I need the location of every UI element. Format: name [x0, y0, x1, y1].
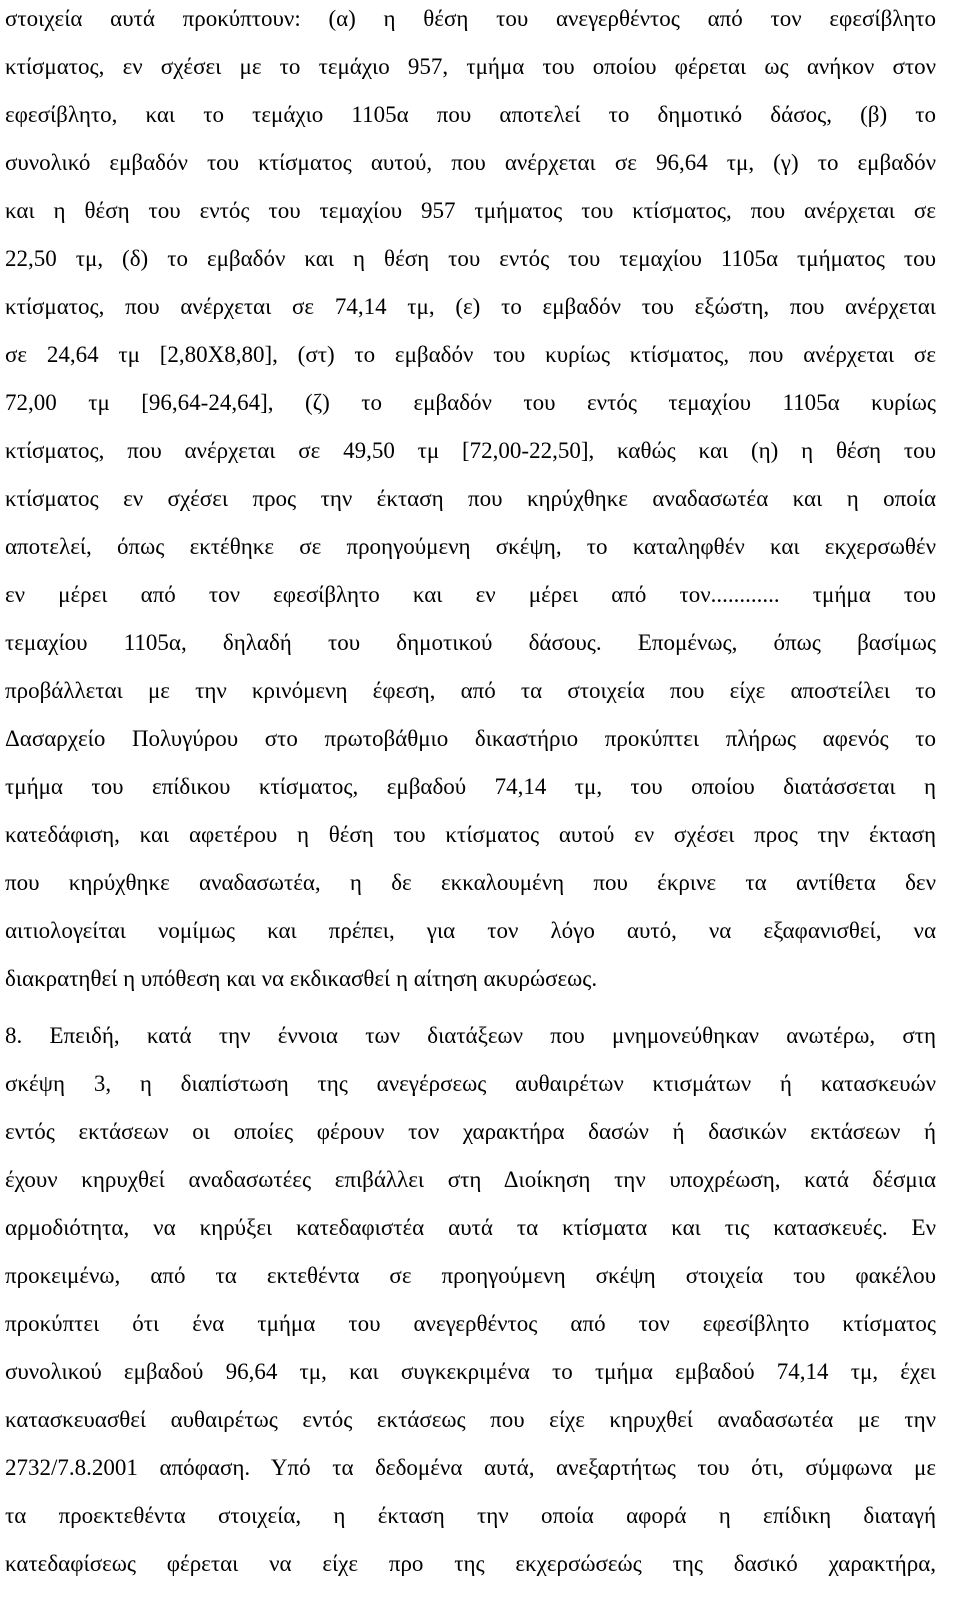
text-line: συνολικού εμβαδού 96,64 τμ, και συγκεκριμένα το τμήμα εμβαδού 74,14 τμ, έχει — [5, 1359, 936, 1384]
text-line: τμήμα του επίδικου κτίσματος, εμβαδού 74,14 τμ, του οποίου διατάσσεται η — [5, 774, 936, 799]
text-line: εφεσίβλητο, και το τεμάχιο 1105α που αποτελεί το δημοτικό δάσος, (β) το — [5, 102, 936, 127]
text-line: εν μέρει από τον εφεσίβλητο και εν μέρει από τον............ τμήμα του — [5, 582, 936, 607]
text-line: αποτελεί, όπως εκτέθηκε σε προηγούμενη σκέψη, το καταληφθέν και εκχερσωθέν — [5, 534, 936, 559]
text-line-paragraph-end: διακρατηθεί η υπόθεση και να εκδικασθεί η αίτηση ακυρώσεως. — [5, 966, 598, 991]
text-line: κατασκευασθεί αυθαιρέτως εντός εκτάσεως που είχε κηρυχθεί αναδασωτέα με την — [5, 1407, 936, 1432]
text-line: προκύπτει ότι ένα τμήμα του ανεγερθέντος από τον εφεσίβλητο κτίσματος — [5, 1311, 936, 1336]
text-line: συνολικό εμβαδόν του κτίσματος αυτού, που ανέρχεται σε 96,64 τμ, (γ) το εμβαδόν — [5, 150, 936, 175]
text-line: σκέψη 3, η διαπίστωση της ανεγέρσεως αυθαιρέτων κτισμάτων ή κατασκευών — [5, 1071, 936, 1096]
text-line: έχουν κηρυχθεί αναδασωτέες επιβάλλει στη Διοίκηση την υποχρέωση, κατά δέσμια — [5, 1167, 936, 1192]
text-line: Δασαρχείο Πολυγύρου στο πρωτοβάθμιο δικαστήριο προκύπτει πλήρως αφενός το — [5, 726, 936, 751]
text-line: κατεδαφίσεως φέρεται να είχε προ της εκχερσώσεώς της δασικό χαρακτήρα, — [5, 1551, 936, 1576]
text-line-paragraph-8-start: 8. Επειδή, κατά την έννοια των διατάξεων που μνημονεύθηκαν ανωτέρω, στη — [5, 1023, 936, 1048]
text-line: που κηρύχθηκε αναδασωτέα, η δε εκκαλουμένη που έκρινε τα αντίθετα δεν — [5, 870, 936, 895]
text-line: σε 24,64 τμ [2,80Χ8,80], (στ) το εμβαδόν του κυρίως κτίσματος, που ανέρχεται σε — [5, 342, 936, 367]
text-line: τα προεκτεθέντα στοιχεία, η έκταση την οποία αφορά η επίδικη διαταγή — [5, 1503, 936, 1528]
text-line: εντός εκτάσεων οι οποίες φέρουν τον χαρακτήρα δασών ή δασικών εκτάσεων ή — [5, 1119, 936, 1144]
text-line: αιτιολογείται νομίμως και πρέπει, για τον λόγο αυτό, να εξαφανισθεί, να — [5, 918, 936, 943]
text-line: 72,00 τμ [96,64-24,64], (ζ) το εμβαδόν του εντός τεμαχίου 1105α κυρίως — [5, 390, 936, 415]
text-line: τεμαχίου 1105α, δηλαδή του δημοτικού δάσους. Επομένως, όπως βασίμως — [5, 630, 936, 655]
text-line: προκειμένω, από τα εκτεθέντα σε προηγούμενη σκέψη στοιχεία του φακέλου — [5, 1263, 936, 1288]
text-line: προβάλλεται με την κρινόμενη έφεση, από τα στοιχεία που είχε αποστείλει το — [5, 678, 936, 703]
text-line: 22,50 τμ, (δ) το εμβαδόν και η θέση του εντός του τεμαχίου 1105α τμήματος του — [5, 246, 936, 271]
text-line: στοιχεία αυτά προκύπτουν: (α) η θέση του ανεγερθέντος από τον εφεσίβλητο — [5, 6, 936, 31]
text-line: κτίσματος, που ανέρχεται σε 49,50 τμ [72,00-22,50], καθώς και (η) η θέση του — [5, 438, 936, 463]
text-line: αρμοδιότητα, να κηρύξει κατεδαφιστέα αυτά τα κτίσματα και τις κατασκευές. Εν — [5, 1215, 936, 1240]
text-line: και η θέση του εντός του τεμαχίου 957 τμήματος του κτίσματος, που ανέρχεται σε — [5, 198, 936, 223]
text-line: κτίσματος εν σχέσει προς την έκταση που κηρύχθηκε αναδασωτέα και η οποία — [5, 486, 936, 511]
text-line: κτίσματος, που ανέρχεται σε 74,14 τμ, (ε) το εμβαδόν του εξώστη, που ανέρχεται — [5, 294, 936, 319]
text-line: κατεδάφιση, και αφετέρου η θέση του κτίσματος αυτού εν σχέσει προς την έκταση — [5, 822, 936, 847]
text-line: 2732/7.8.2001 απόφαση. Υπό τα δεδομένα αυτά, ανεξαρτήτως του ότι, σύμφωνα με — [5, 1455, 936, 1480]
text-line: κτίσματος, εν σχέσει με το τεμάχιο 957, τμήμα του οποίου φέρεται ως ανήκον στον — [5, 54, 936, 79]
